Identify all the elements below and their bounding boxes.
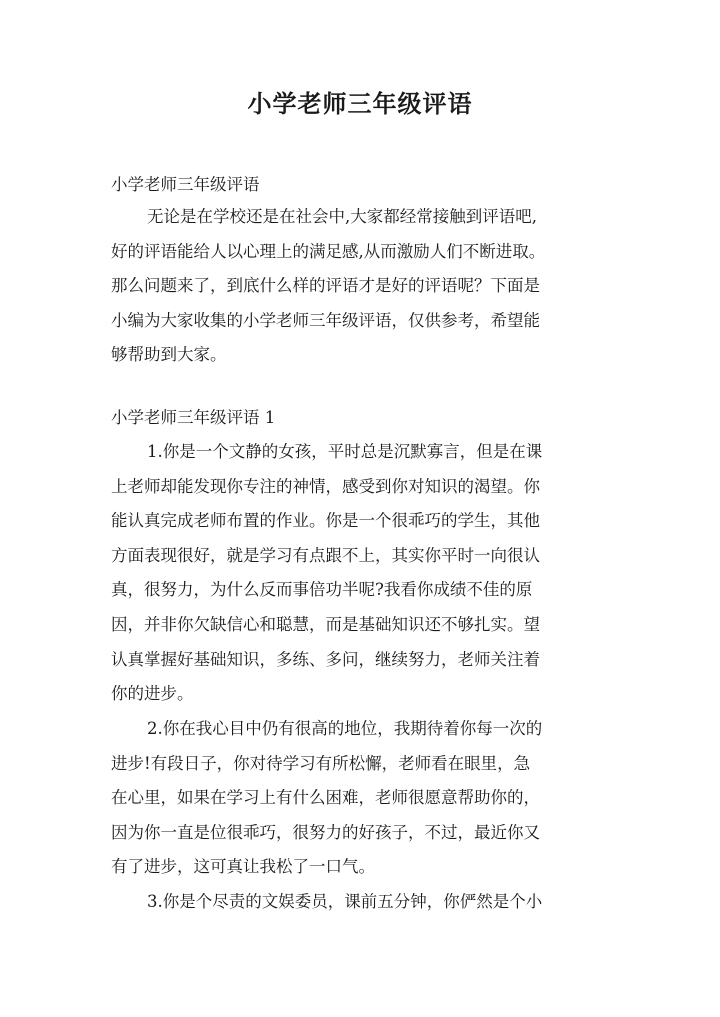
paragraph-line: 1.你是一个文静的女孩，平时总是沉默寡言，但是在课 — [147, 442, 543, 461]
document-subtitle: 小学老师三年级评语 — [111, 175, 260, 194]
paragraph-line: 够帮助到大家。 — [111, 345, 227, 365]
paragraph-line: 上老师却能发现你专注的神情，感受到你对知识的渴望。你 — [111, 476, 540, 496]
paragraph-line: 无论是在学校还是在社会中,大家都经常接触到评语吧, — [147, 207, 537, 226]
section-heading: 小学老师三年级评语 1 — [111, 408, 276, 427]
paragraph-line: 好的评语能给人以心理上的满足感,从而激励人们不断进取。 — [111, 241, 546, 261]
paragraph-line: 能认真完成老师布置的作业。你是一个很乖巧的学生，其他 — [111, 511, 540, 531]
paragraph-line: 因为你一直是位很乖巧，很努力的好孩子，不过，最近你又 — [111, 822, 540, 842]
paragraph-line: 进步!有段日子，你对待学习有所松懈，老师看在眼里，急 — [111, 753, 531, 773]
intro-paragraph — [111, 200, 611, 373]
paragraph-line: 2.你在我心目中仍有很高的地位，我期待着你每一次的 — [147, 719, 543, 738]
paragraph-line: 认真掌握好基础知识，多练、多问，继续努力，老师关注着 — [111, 649, 540, 669]
paragraph-line: 在心里，如果在学习上有什么困难，老师很愿意帮助你的， — [111, 788, 540, 808]
comment-item-3 — [111, 885, 611, 920]
document-title: 小学老师三年级评语 — [247, 89, 473, 118]
paragraph-line: 那么问题来了，到底什么样的评语才是好的评语呢？下面是 — [111, 276, 540, 296]
comment-item-1 — [111, 435, 611, 712]
paragraph-line: 小编为大家收集的小学老师三年级评语，仅供参考，希望能 — [111, 310, 540, 330]
paragraph-line: 方面表现很好，就是学习有点跟不上，其实你平时一向很认 — [111, 545, 540, 565]
paragraph-line: 因，并非你欠缺信心和聪慧，而是基础知识还不够扎实。望 — [111, 614, 540, 634]
paragraph-line: 你的进步。 — [111, 684, 194, 704]
comment-item-2 — [111, 712, 611, 885]
paragraph-line: 有了进步，这可真让我松了一口气。 — [111, 857, 375, 877]
paragraph-line: 3.你是个尽责的文娱委员，课前五分钟，你俨然是个小 — [147, 892, 543, 911]
paragraph-line: 真，很努力，为什么反而事倍功半呢?我看你成绩不佳的原 — [111, 580, 533, 600]
